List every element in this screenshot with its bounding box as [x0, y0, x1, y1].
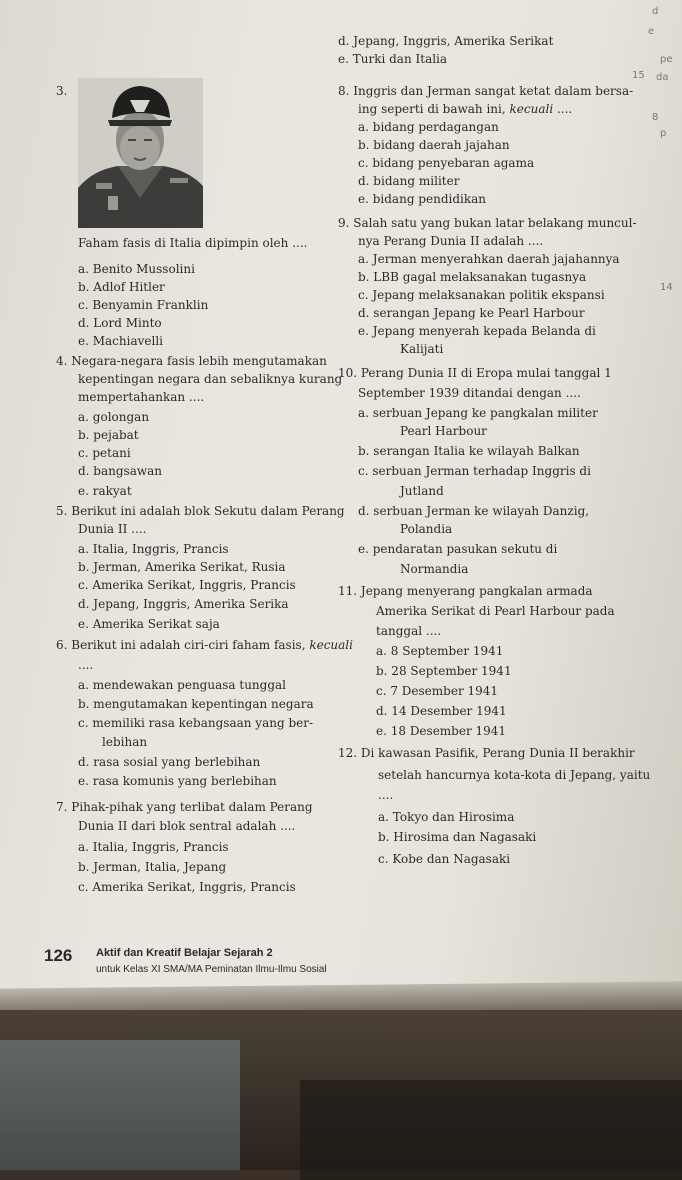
q7-option-c: c. Amerika Serikat, Inggris, Prancis	[78, 880, 296, 894]
q6-option-b: b. mengutamakan kepentingan negara	[78, 697, 314, 711]
background-shadow	[300, 1080, 682, 1180]
q6-emphasis: kecuali	[309, 638, 353, 652]
q9-line-1: 9. Salah satu yang bukan latar belakang muncul-	[338, 216, 637, 230]
book-subtitle: untuk Kelas XI SMA/MA Peminatan Ilmu-Ilmu Sosial	[96, 964, 327, 975]
q3-number: 3.	[56, 84, 68, 98]
margin-mark: p	[660, 128, 667, 139]
q12-line-3: ....	[378, 788, 394, 802]
q12-option-b: b. Hirosima dan Nagasaki	[378, 830, 537, 844]
mussolini-photo	[78, 78, 203, 228]
q4-option-a: a. golongan	[78, 410, 150, 424]
q11-option-a: a. 8 September 1941	[376, 644, 504, 658]
q12-option-a: a. Tokyo dan Hirosima	[378, 810, 515, 824]
q5-option-d: d. Jepang, Inggris, Amerika Serika	[78, 597, 289, 611]
q4-line-1: 4. Negara-negara fasis lebih mengutamakan	[56, 354, 327, 368]
q5-option-a: a. Italia, Inggris, Prancis	[78, 542, 229, 556]
q5-option-e: e. Amerika Serikat saja	[78, 617, 220, 631]
q11-option-c: c. 7 Desember 1941	[376, 684, 499, 698]
q7-option-b: b. Jerman, Italia, Jepang	[78, 860, 227, 874]
page-number: 126	[44, 946, 73, 965]
q10-option-c: c. serbuan Jerman terhadap Inggris di	[358, 464, 591, 478]
q3-option-a: a. Benito Mussolini	[78, 262, 195, 276]
q10-option-c-cont: Jutland	[400, 484, 444, 498]
q7-line-2: Dunia II dari blok sentral adalah ....	[78, 819, 296, 833]
q4-option-b: b. pejabat	[78, 428, 139, 442]
q8-stem: ing seperti di bawah ini,	[358, 102, 510, 116]
q5-option-b: b. Jerman, Amerika Serikat, Rusia	[78, 560, 286, 574]
q6-line-1	[56, 638, 353, 653]
prev-option-d: d. Jepang, Inggris, Amerika Serikat	[338, 34, 554, 48]
q6-stem: 6. Berikut ini adalah ciri-ciri faham fasis,	[56, 638, 310, 652]
margin-mark: 8	[652, 112, 659, 123]
q6-option-c-cont: lebihan	[102, 735, 148, 749]
q6-option-d: d. rasa sosial yang berlebihan	[78, 755, 261, 769]
portrait-image	[78, 78, 203, 228]
q10-option-d: d. serbuan Jerman ke wilayah Danzig,	[358, 504, 590, 518]
q6-line-2: ....	[78, 658, 94, 672]
q9-option-e: e. Jepang menyerah kepada Belanda di	[358, 324, 596, 338]
q8-emphasis: kecuali	[509, 102, 554, 116]
q4-option-e: e. rakyat	[78, 484, 132, 498]
q10-option-d-cont: Polandia	[400, 522, 453, 536]
q10-option-e-cont: Normandia	[400, 562, 469, 576]
margin-mark: d	[652, 6, 659, 17]
q10-option-e: e. pendaratan pasukan sekutu di	[358, 542, 558, 556]
q9-option-b: b. LBB gagal melaksanakan tugasnya	[358, 270, 587, 284]
q11-line-1: 11. Jepang menyerang pangkalan armada	[338, 584, 593, 598]
q5-option-c: c. Amerika Serikat, Inggris, Prancis	[78, 578, 296, 592]
q12-line-2: setelah hancurnya kota-kota di Jepang, yaitu	[378, 768, 651, 782]
background-cloth	[0, 1040, 240, 1170]
q8-option-b: b. bidang daerah jajahan	[358, 138, 510, 152]
q3-option-d: d. Lord Minto	[78, 316, 162, 330]
q11-option-b: b. 28 September 1941	[376, 664, 512, 678]
q10-line-2: September 1939 ditandai dengan ....	[358, 386, 581, 400]
q3-option-b: b. Adlof Hitler	[78, 280, 165, 294]
q3-stem: Faham fasis di Italia dipimpin oleh ....	[78, 236, 308, 250]
background-surface	[0, 1010, 682, 1170]
q11-option-d: d. 14 Desember 1941	[376, 704, 507, 718]
q10-option-a: a. serbuan Jepang ke pangkalan militer	[358, 406, 598, 420]
q10-option-b: b. serangan Italia ke wilayah Balkan	[358, 444, 580, 458]
q6-option-a: a. mendewakan penguasa tunggal	[78, 678, 287, 692]
q11-option-e: e. 18 Desember 1941	[376, 724, 507, 738]
q8-option-a: a. bidang perdagangan	[358, 120, 499, 134]
q11-line-3: tanggal ....	[376, 624, 442, 638]
q7-line-1: 7. Pihak-pihak yang terlibat dalam Perang	[56, 800, 313, 814]
q6-option-c: c. memiliki rasa kebangsaan yang ber-	[78, 716, 314, 730]
q9-line-2: nya Perang Dunia II adalah ....	[358, 234, 544, 248]
q9-option-e-cont: Kalijati	[400, 342, 444, 356]
margin-mark: e	[648, 26, 655, 37]
book-title: Aktif dan Kreatif Belajar Sejarah 2	[96, 947, 273, 959]
q5-line-1: 5. Berikut ini adalah blok Sekutu dalam Perang	[56, 504, 345, 518]
q10-option-a-cont: Pearl Harbour	[400, 424, 487, 438]
q4-line-3: mempertahankan ....	[78, 390, 205, 404]
margin-mark: 15	[632, 70, 645, 81]
q3-option-c: c. Benyamin Franklin	[78, 298, 209, 312]
margin-mark: da	[656, 72, 669, 83]
q10-line-1: 10. Perang Dunia II di Eropa mulai tanggal 1	[338, 366, 612, 380]
q9-option-a: a. Jerman menyerahkan daerah jajahannya	[358, 252, 620, 266]
q8-line-1: 8. Inggris dan Jerman sangat ketat dalam bersa-	[338, 84, 634, 98]
q8-option-d: d. bidang militer	[358, 174, 460, 188]
q8-stem-end: ....	[553, 102, 573, 116]
q4-option-d: d. bangsawan	[78, 464, 163, 478]
q8-option-c: c. bidang penyebaran agama	[358, 156, 535, 170]
q9-option-d: d. serangan Jepang ke Pearl Harbour	[358, 306, 585, 320]
q12-option-c: c. Kobe dan Nagasaki	[378, 852, 511, 866]
q3-option-e: e. Machiavelli	[78, 334, 164, 348]
q9-option-c: c. Jepang melaksanakan politik ekspansi	[358, 288, 605, 302]
q6-option-e: e. rasa komunis yang berlebihan	[78, 774, 277, 788]
q8-line-2	[358, 102, 572, 117]
q4-line-2: kepentingan negara dan sebaliknya kurang	[78, 372, 343, 386]
q11-line-2: Amerika Serikat di Pearl Harbour pada	[376, 604, 615, 618]
q8-option-e: e. bidang pendidikan	[358, 192, 487, 206]
margin-mark: pe	[660, 54, 673, 65]
q4-option-c: c. petani	[78, 446, 131, 460]
q12-line-1: 12. Di kawasan Pasifik, Perang Dunia II berakhir	[338, 746, 635, 760]
prev-option-e: e. Turki dan Italia	[338, 52, 448, 66]
q7-option-a: a. Italia, Inggris, Prancis	[78, 840, 229, 854]
margin-mark: 14	[660, 282, 673, 293]
q5-line-2: Dunia II ....	[78, 522, 147, 536]
